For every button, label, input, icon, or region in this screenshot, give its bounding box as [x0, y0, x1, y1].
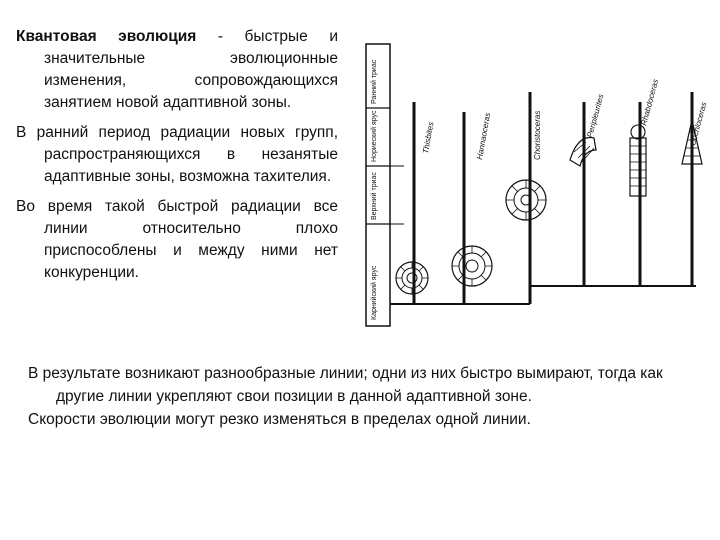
left-text-column	[16, 26, 338, 292]
period-label-1: Нориеский ярус	[371, 110, 378, 162]
period-label-3: Карнийский ярус	[371, 265, 378, 320]
period-label-2: Верхний триас	[371, 172, 378, 220]
label-peripleurites: Peripleurites	[585, 93, 606, 139]
rhabdoceras-shell-icon	[630, 125, 646, 196]
diagram-svg	[364, 42, 708, 328]
bottom-text-block	[28, 362, 700, 431]
term-quantum-evolution: Квантовая эволюция	[16, 28, 197, 45]
period-label-0: Ранний триас	[371, 59, 378, 104]
ammonite-lineage-diagram	[364, 42, 708, 328]
paragraph-quantum-evolution	[16, 26, 338, 114]
definition-text: - быстрые и значительные эволюционные изменения, сопровождающихся занятием новой адаптивной зоны.	[44, 28, 338, 111]
hannaoceras-shell-icon	[452, 246, 492, 286]
strat-column-frame	[366, 44, 390, 326]
paragraph-rate-change: Скорости эволюции могут резко изменяться в пределах одной линии.	[28, 411, 531, 428]
label-thisbites: Thisbites	[421, 121, 436, 155]
label-cochloceras: Cochloceras	[688, 101, 708, 147]
thisbites-shell-icon	[396, 262, 428, 294]
paragraph-no-competition: Во время такой быстрой радиации все линии относительно плохо приспособлены и между ними нет конкуренции.	[16, 198, 338, 281]
choristoceras-shell-icon	[506, 180, 546, 220]
paragraph-early-radiation: В ранний период радиации новых групп, распространяющихся в незанятые адаптивные зоны, возможна тахителия.	[16, 124, 338, 185]
label-hannaoceras: Hannaoceras	[475, 111, 493, 161]
label-choristoceras: Choristoceras	[533, 110, 542, 160]
paragraph-diverse-lines: В результате возникают разнообразные линии; одни из них быстро вымирают, тогда как другие линии укрепляют свои позиции в данной адаптивной зоне.	[28, 365, 663, 405]
label-rhabdoceras: Rhabdoceras	[639, 78, 661, 127]
